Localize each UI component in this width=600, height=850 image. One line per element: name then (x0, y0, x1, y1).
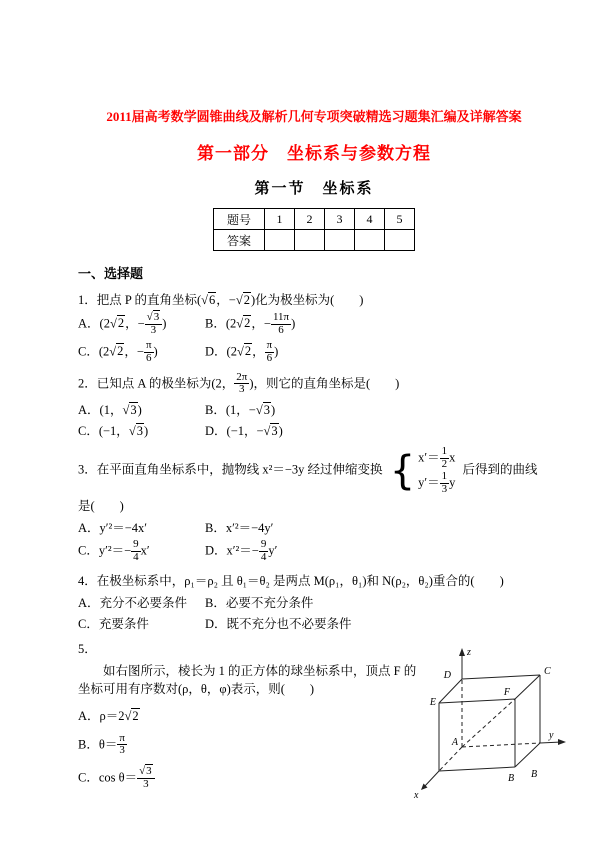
answer-table-number-row (214, 209, 415, 230)
z-axis-label: z (467, 646, 471, 658)
question-1-stem: 1．把点 P 的直角坐标(√6，−√2)化为极坐标为( ) (78, 293, 364, 307)
answer-table-answer-label: 答案 (214, 230, 265, 251)
question-2-option-d: D．(−1，−√3) (205, 424, 283, 439)
vertex-b-right-label: B (531, 768, 538, 780)
question-5-body (78, 646, 554, 831)
question-1-option-a: A．(2√2，− $\frac{√3}{3}$ ) (78, 311, 167, 336)
answer-cell-5 (385, 230, 415, 251)
section-title: 第一节 坐标系 (254, 181, 374, 197)
question-5-option-a: A．ρ＝2√2 (78, 708, 139, 723)
question-1-option-c: C．(2√2，− $\frac{\pi}{6}$ ) (78, 338, 158, 364)
part-title: 第一部分 坐标系与参数方程 (197, 144, 431, 163)
question-4-option-d: D．既不充分也不必要条件 (205, 616, 352, 631)
answer-table-q5: 5 (385, 209, 415, 230)
question-5-stem: 如右图所示，棱长为 1 的正方体的球坐标系中，顶点 F 的坐标可用有序数对(ρ，θ，φ)表示，则( ) (78, 663, 417, 696)
answer-table-q4: 4 (355, 209, 385, 230)
question-4 (78, 571, 550, 632)
question-1-options (78, 312, 550, 365)
question-3-option-c: C．y′²＝− $\frac{9}{4}$ x′ (78, 537, 150, 563)
doc-title: 2011届高考数学圆锥曲线及解析几何专项突破精选习题集汇编及详解答案 (106, 109, 522, 124)
vertex-f-label: F (503, 686, 510, 698)
answer-table-q3: 3 (325, 209, 355, 230)
answer-table-answer-row (214, 230, 415, 251)
answer-table (213, 208, 415, 251)
x-axis (424, 771, 439, 787)
answer-cell-3 (325, 230, 355, 251)
system-line-2: y′＝ $\frac{1}{3}$ y (418, 470, 456, 495)
figure-labels (413, 647, 554, 801)
x-axis-label: x (414, 789, 419, 801)
system-line-1: x′＝ $\frac{1}{2}$ x (418, 445, 456, 471)
vertex-a-label: A (451, 736, 458, 748)
question-3-stem (78, 446, 550, 514)
cube-figure (412, 643, 572, 803)
question-2-option-b: B．(1，−√3) (205, 403, 276, 418)
question-4-option-a: A．充分不必要条件 (78, 595, 188, 610)
question-3-option-a: A．y′²＝−4x′ (78, 520, 148, 535)
answer-cell-2 (295, 230, 325, 251)
question-3 (78, 446, 550, 563)
question-2-options (78, 400, 550, 439)
question-3-stem-suffix: 后得到的曲线是( ) (78, 462, 538, 513)
question-5-option-c: C．cos θ＝ $\frac{√3}{3}$ (78, 766, 550, 791)
question-1 (78, 290, 550, 365)
question-4-options (78, 593, 550, 632)
question-2-option-a: A．(1，√3) (78, 403, 142, 418)
question-1-option-d: D．(2√2， $\frac{\pi}{6}$ ) (205, 338, 279, 364)
question-2-stem: 2．已知点 A 的极坐标为(2， $\frac{2\pi}{3}$ )，则它的直角坐标是( ) (78, 370, 400, 396)
answer-table-number-label: 题号 (214, 209, 265, 230)
choice-section-label: 一、选择题 (78, 266, 144, 281)
answer-cell-4 (355, 230, 385, 251)
question-2 (78, 372, 550, 440)
question-3-options (78, 518, 550, 564)
question-2-option-c: C．(−1，√3) (78, 424, 149, 439)
question-3-option-b: B．x′²＝−4y′ (205, 520, 274, 535)
question-1-option-b: B．(2√2，− $\frac{11\pi}{6}$ ) (205, 311, 296, 336)
vertex-e-label: E (429, 696, 436, 708)
question-4-option-b: B．必要不充分条件 (205, 595, 314, 610)
question-3-stem-prefix: 3．在平面直角坐标系中，抛物线 x²＝−3y 经过伸缩变换 (78, 462, 383, 477)
vertex-c-label: C (544, 665, 551, 677)
vertex-b-front-label: B (508, 772, 515, 784)
question-4-stem: 4．在极坐标系中，ρ₁＝ρ₂ 且 θ₁＝θ₂ 是两点 M(ρ₁，θ₁)和 N(ρ₂，θ₂)重合的( ) (78, 573, 504, 588)
left-brace: { (389, 448, 416, 494)
equation-system (390, 446, 456, 496)
question-5 (78, 639, 554, 831)
answer-cell-1 (265, 230, 295, 251)
vertex-d-label: D (443, 669, 451, 681)
y-axis-label: y (549, 729, 554, 741)
answer-table-q2: 2 (295, 209, 325, 230)
question-3-option-d: D．x′²＝− $\frac{9}{4}$ y′ (205, 537, 278, 563)
question-5-option-b: B．θ＝ $\frac{\pi}{3}$ (78, 731, 125, 757)
question-4-option-c: C．充要条件 (78, 616, 149, 631)
answer-table-q1: 1 (265, 209, 295, 230)
question-5-number: 5． (78, 641, 97, 656)
